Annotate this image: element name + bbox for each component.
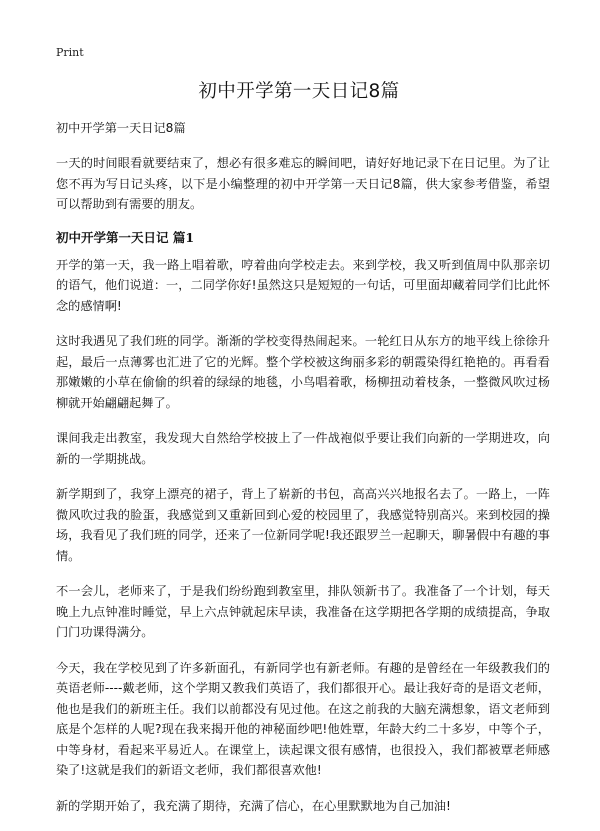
section-heading: 初中开学第一天日记 篇1 xyxy=(56,229,195,245)
document-content xyxy=(56,120,550,831)
body-paragraph-1: 开学的第一天，我一路上唱着歌，哼着曲向学校走去。来到学校，我又听到值周中队那亲切的语气，他们说道：一，二同学你好!虽然这只是短短的一句话，可里面却藏着同学们比此怀念的感情啊! xyxy=(56,257,550,313)
body-paragraph-6: 今天，我在学校见到了许多新面孔，有新同学也有新老师。有趣的是曾经在一年级教我们的英语老师----戴老师，这个学期又教我们英语了，我们都很开心。最让我好奇的是语文老师，他也是我们的新班主任。我们以前都没有见过他。在这之前我的大脑充满想象，语文老师到底是个怎样的人呢?现在我来揭开他的神秘面纱吧!他姓覃，年龄大约二十多岁，中等个子，中等身材，看起来平易近人。在课堂上，读起课文很有感情，也很投入，我们都被覃老师感染了!这就是我们的新语文老师，我们都很喜欢他! xyxy=(56,660,550,777)
body-paragraph-5: 不一会儿，老师来了，于是我们纷纷跑到教室里，排队领新书了。我准备了一个计划，每天晚上九点钟准时睡觉，早上六点钟就起床早读，我准备在这学期把各学期的成绩提高，争取门门功课得满分。 xyxy=(56,584,550,639)
body-paragraph-7: 新的学期开始了，我充满了期待，充满了信心，在心里默默地为自己加油! xyxy=(56,798,451,813)
document-subtitle: 初中开学第一天日记8篇 xyxy=(56,121,186,135)
intro-paragraph: 一天的时间眼看就要结束了，想必有很多难忘的瞬间吧，请好好地记录下在日记里。为了让您不再为写日记头疼，以下是小编整理的初中开学第一天日记8篇，供大家参考借鉴，希望可以帮助到有需要的朋友。 xyxy=(56,156,550,211)
body-paragraph-2: 这时我遇见了我们班的同学。渐渐的学校变得热闹起来。一轮红日从东方的地平线上徐徐升起，最后一点薄雾也汇进了它的光辉。整个学校被这绚丽多彩的朝霞染得红艳艳的。再看看那嫩嫩的小草在偷偷的织着的绿绿的地毯，小鸟唱着歌，杨柳扭动着枝条，一整微风吹过杨柳就开始翩翩起舞了。 xyxy=(56,334,550,410)
document-title: 初中开学第一天日记8篇 xyxy=(198,81,400,102)
body-paragraph-4: 新学期到了，我穿上漂亮的裙子，背上了崭新的书包，高高兴兴地报名去了。一路上，一阵微风吹过我的脸蛋，我感觉到又重新回到心爱的校园里了，我感觉特别高兴。来到校园的操场，我看见了我们班的同学，还来了一位新同学呢!我还跟罗兰一起聊天，聊暑假中有趣的事情。 xyxy=(56,487,550,563)
print-link[interactable]: Print xyxy=(56,46,84,59)
body-paragraph-3: 课间我走出教室，我发现大自然给学校披上了一件战袍似乎要让我们向新的一学期进攻，向新的一学期挑战。 xyxy=(56,431,550,466)
